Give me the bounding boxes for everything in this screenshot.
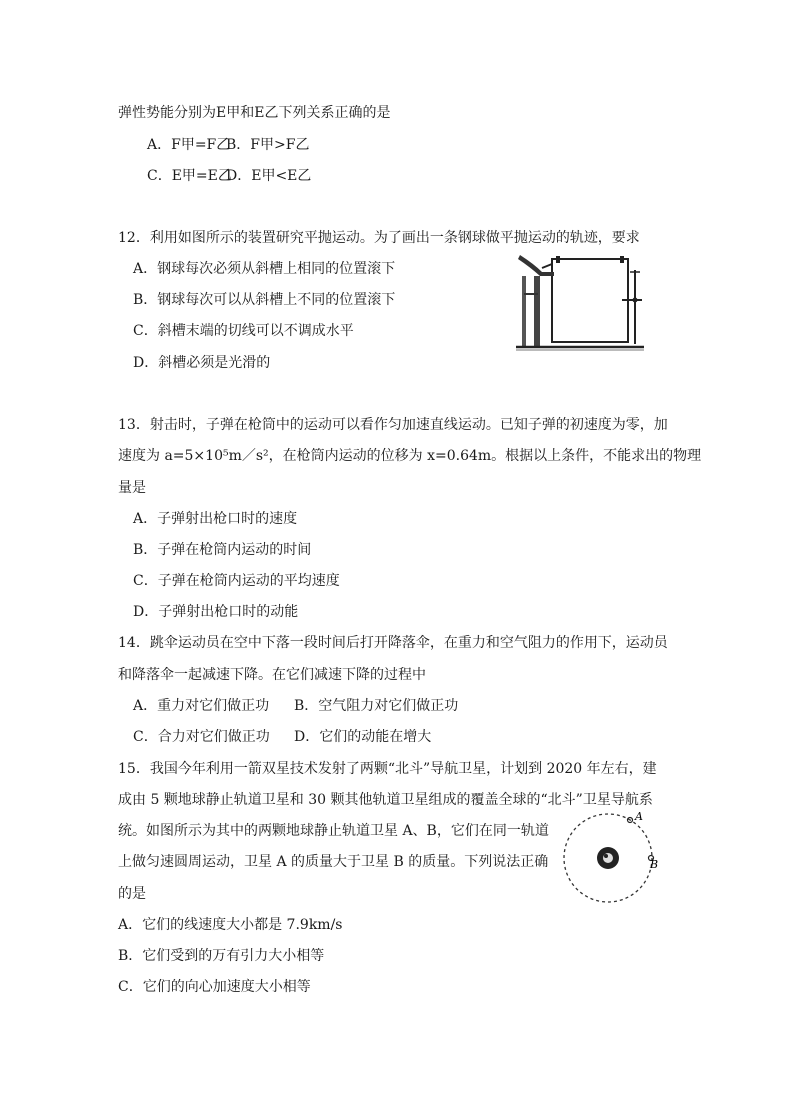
q11-option-c: C．E甲=E乙 xyxy=(147,168,232,184)
q14-option-a: A．重力对它们做正功 xyxy=(133,698,270,714)
q15-option-c: C．它们的向心加速度大小相等 xyxy=(118,979,311,995)
q15-stem-line-3: 统。如图所示为其中的两颗地球静止轨道卫星 A、B，它们在同一轨道 xyxy=(118,823,549,839)
satellite-a-label: A xyxy=(635,810,643,823)
q15-stem-line-1: 15．我国今年利用一箭双星技术发射了两颗“北斗”导航卫星，计划到 2020 年左右，建 xyxy=(118,761,657,777)
q12-option-b: B．钢球每次可以从斜槽上不同的位置滚下 xyxy=(133,292,396,308)
q11-stem-tail: 弹性势能分别为E甲和E乙下列关系正确的是 xyxy=(118,105,391,121)
q12-option-c: C．斜槽末端的切线可以不调成水平 xyxy=(133,323,354,339)
q15-stem-line-2: 成由 5 颗地球静止轨道卫星和 30 颗其他轨道卫星组成的覆盖全球的“北斗”卫星导航系 xyxy=(118,792,653,808)
q14-stem-line-2: 和降落伞一起减速下降。在它们减速下降的过程中 xyxy=(118,667,426,683)
q12-option-d: D．斜槽必须是光滑的 xyxy=(133,355,271,371)
q15-stem-line-4: 上做匀速圆周运动，卫星 A 的质量大于卫星 B 的质量。下列说法正确 xyxy=(118,854,549,870)
satellite-orbit-figure xyxy=(558,808,668,908)
projectile-apparatus-figure xyxy=(512,250,652,355)
q15-option-b: B．它们受到的万有引力大小相等 xyxy=(118,948,325,964)
q13-stem-line-3: 量是 xyxy=(118,480,146,496)
q12-option-a: A．钢球每次必须从斜槽上相同的位置滚下 xyxy=(133,261,396,277)
q14-option-c: C．合力对它们做正功 xyxy=(133,729,270,745)
q11-option-b: B．F甲>F乙 xyxy=(226,137,310,153)
q11-option-a: A．F甲=F乙 xyxy=(147,137,231,153)
q13-option-c: C．子弹在枪筒内运动的平均速度 xyxy=(133,573,340,589)
q13-option-a: A．子弹射出枪口时的速度 xyxy=(133,511,298,527)
q13-option-b: B．子弹在枪筒内运动的时间 xyxy=(133,542,312,558)
q12-stem: 12．利用如图所示的装置研究平抛运动。为了画出一条钢球做平抛运动的轨迹，要求 xyxy=(118,230,640,246)
q14-option-b: B．空气阻力对它们做正功 xyxy=(294,698,459,714)
q13-stem-line-1: 13．射击时，子弹在枪筒中的运动可以看作匀加速直线运动。已知子弹的初速度为零，加 xyxy=(118,417,668,433)
q13-option-d: D．子弹射出枪口时的动能 xyxy=(133,604,299,620)
q15-stem-line-5: 的是 xyxy=(118,886,146,902)
q14-option-d: D．它们的动能在增大 xyxy=(294,729,432,745)
q11-option-d: D．E甲<E乙 xyxy=(226,168,312,184)
q13-stem-line-2: 速度为 a=5×10⁵m／s²，在枪筒内运动的位移为 x=0.64m。根据以上条件，不能求出的物理 xyxy=(118,448,702,464)
q14-stem-line-1: 14．跳伞运动员在空中下落一段时间后打开降落伞，在重力和空气阻力的作用下，运动员 xyxy=(118,635,668,651)
q15-option-a: A．它们的线速度大小都是 7.9km/s xyxy=(118,917,343,933)
satellite-b-label: B xyxy=(650,858,659,871)
